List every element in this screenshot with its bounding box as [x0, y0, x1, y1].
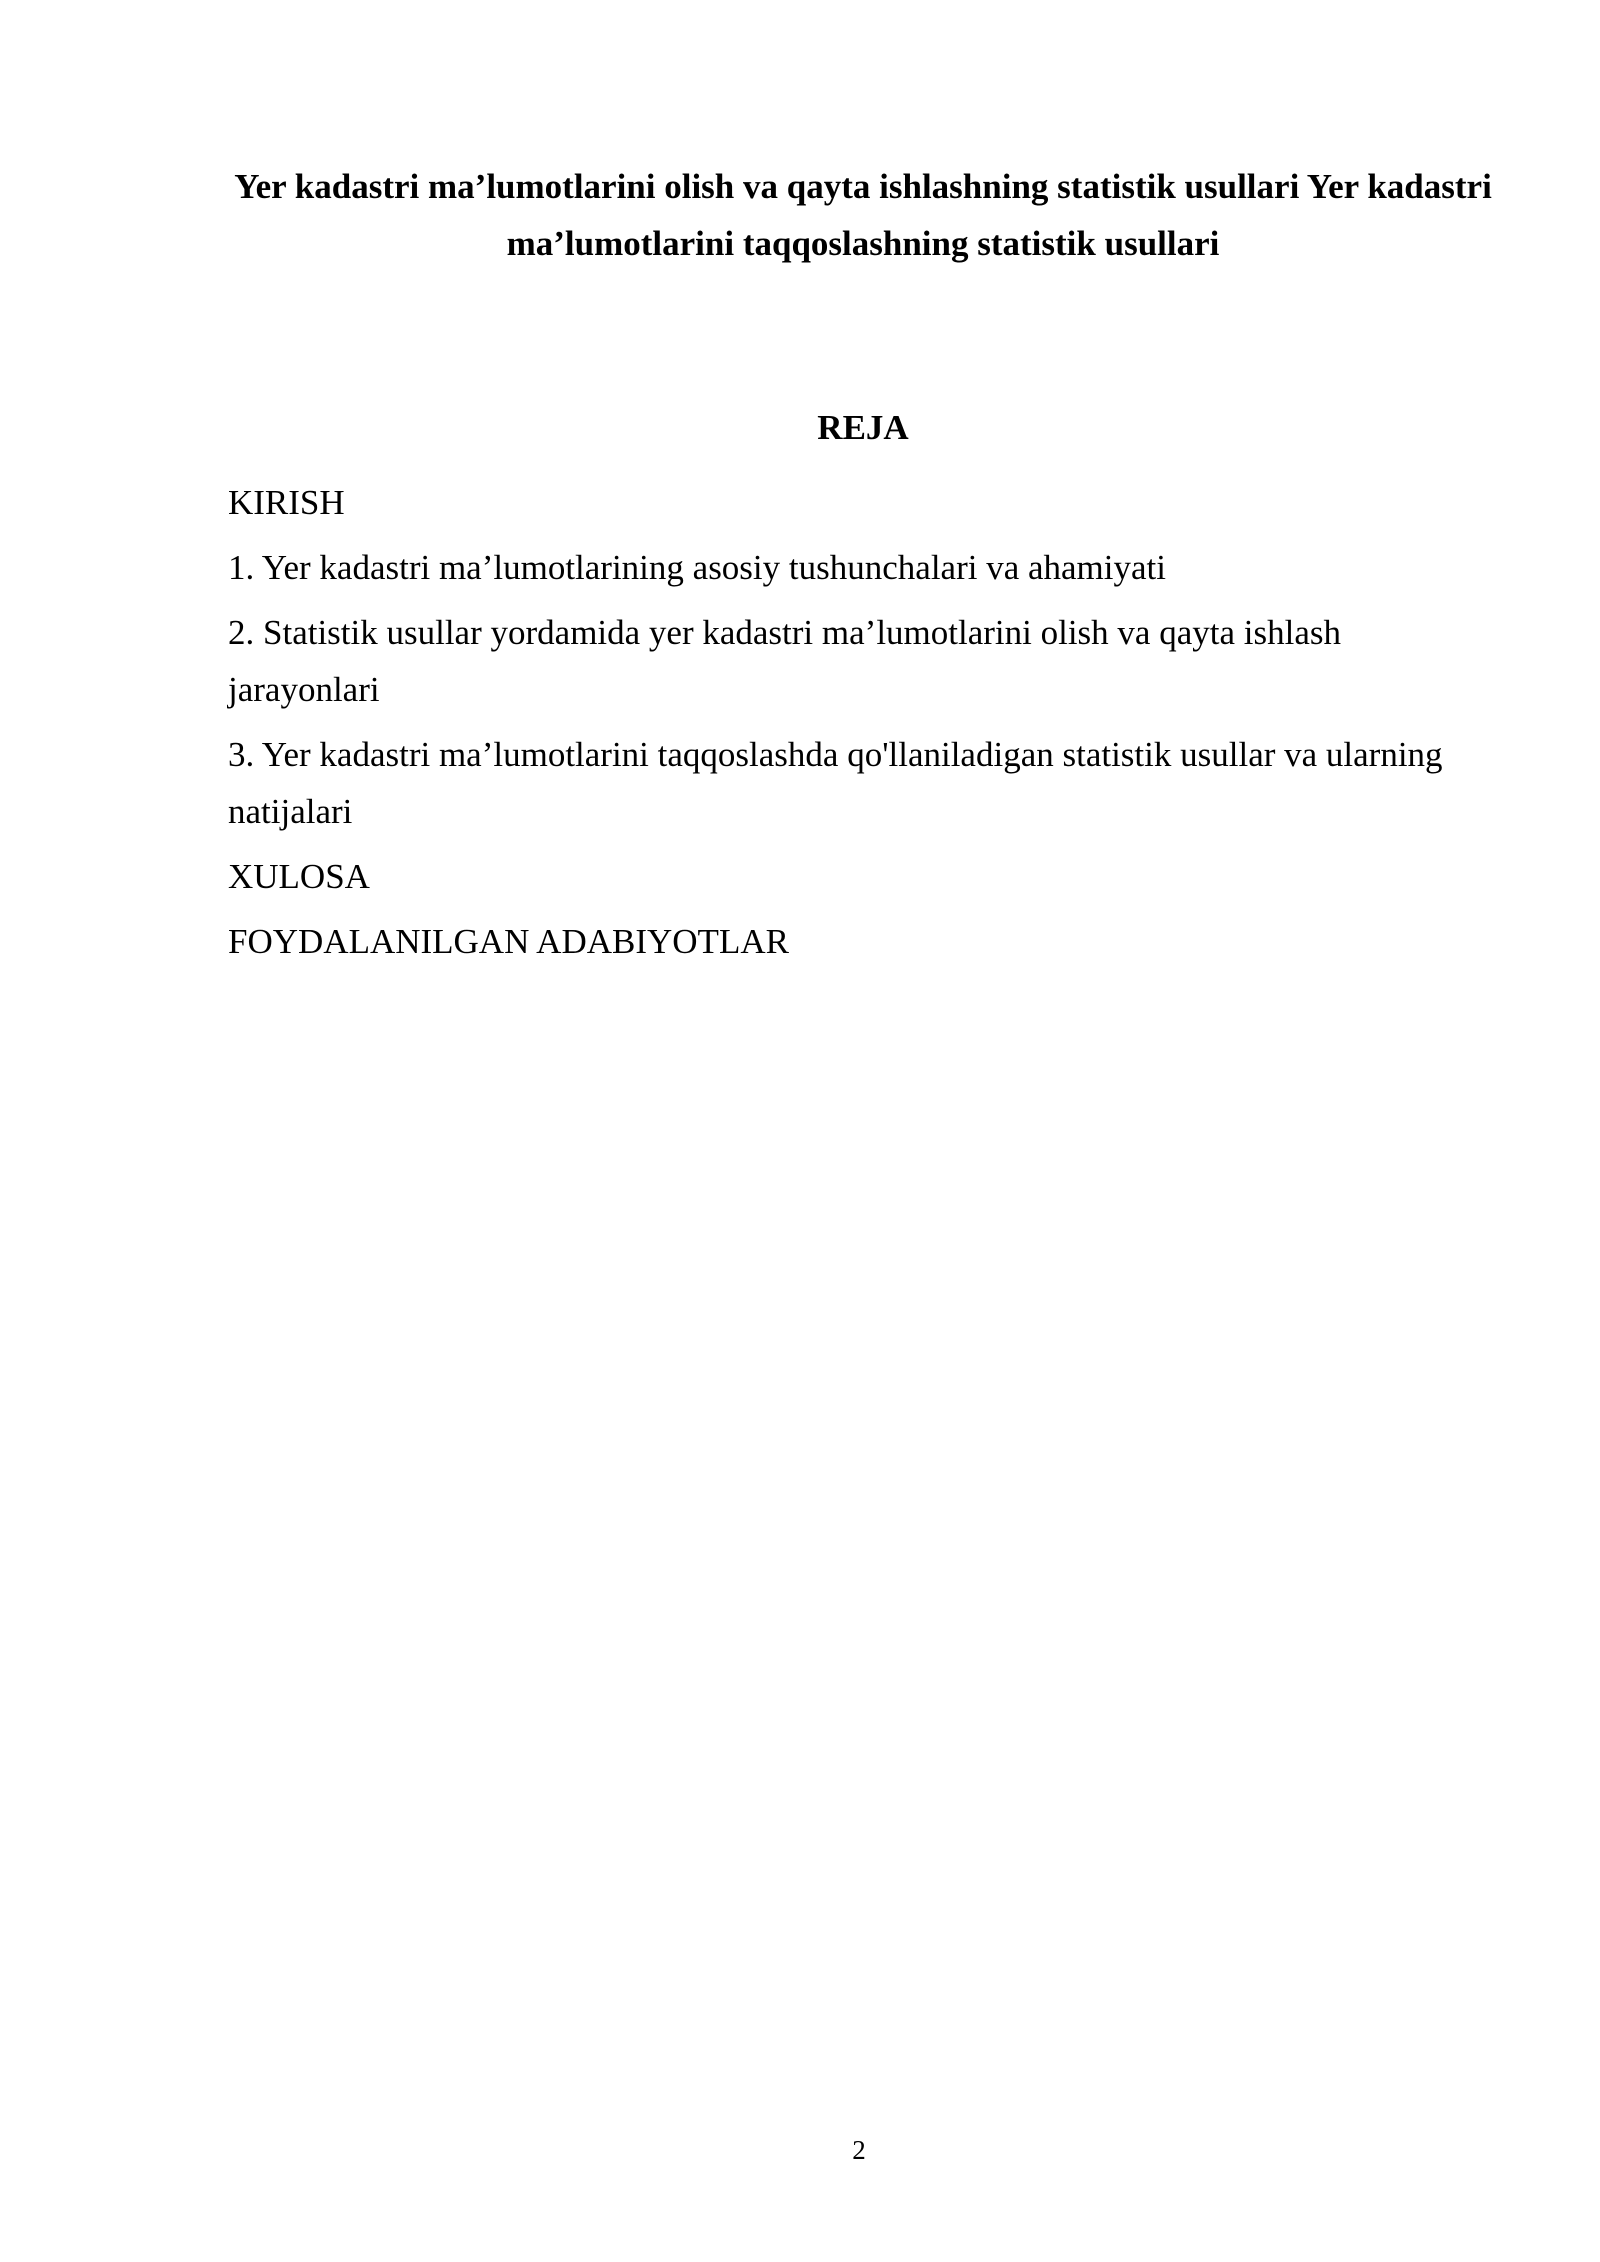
- plan-item-introduction: KIRISH: [228, 483, 345, 522]
- plan-item-3: 3. Yer kadastri ma’lumotlarini taqqoslashda qo'llaniladigan statistik usullar va ularning natijalari: [228, 735, 1443, 831]
- plan-item-1: 1. Yer kadastri ma’lumotlarining asosiy tushunchalari va ahamiyati: [228, 548, 1166, 587]
- page-number: 2: [852, 2135, 866, 2165]
- document-title: Yer kadastri ma’lumotlarini olish va qayta ishlashning statistik usullari Yer kadastri ma’lumotlarini taqqoslashning statistik usullari: [234, 167, 1492, 263]
- plan-list: [228, 474, 1498, 978]
- plan-item-references: FOYDALANILGAN ADABIYOTLAR: [228, 922, 789, 961]
- plan-item-conclusion: XULOSA: [228, 857, 370, 896]
- plan-item-2: 2. Statistik usullar yordamida yer kadastri ma’lumotlarini olish va qayta ishlash jarayonlari: [228, 613, 1341, 709]
- plan-heading: REJA: [817, 408, 909, 447]
